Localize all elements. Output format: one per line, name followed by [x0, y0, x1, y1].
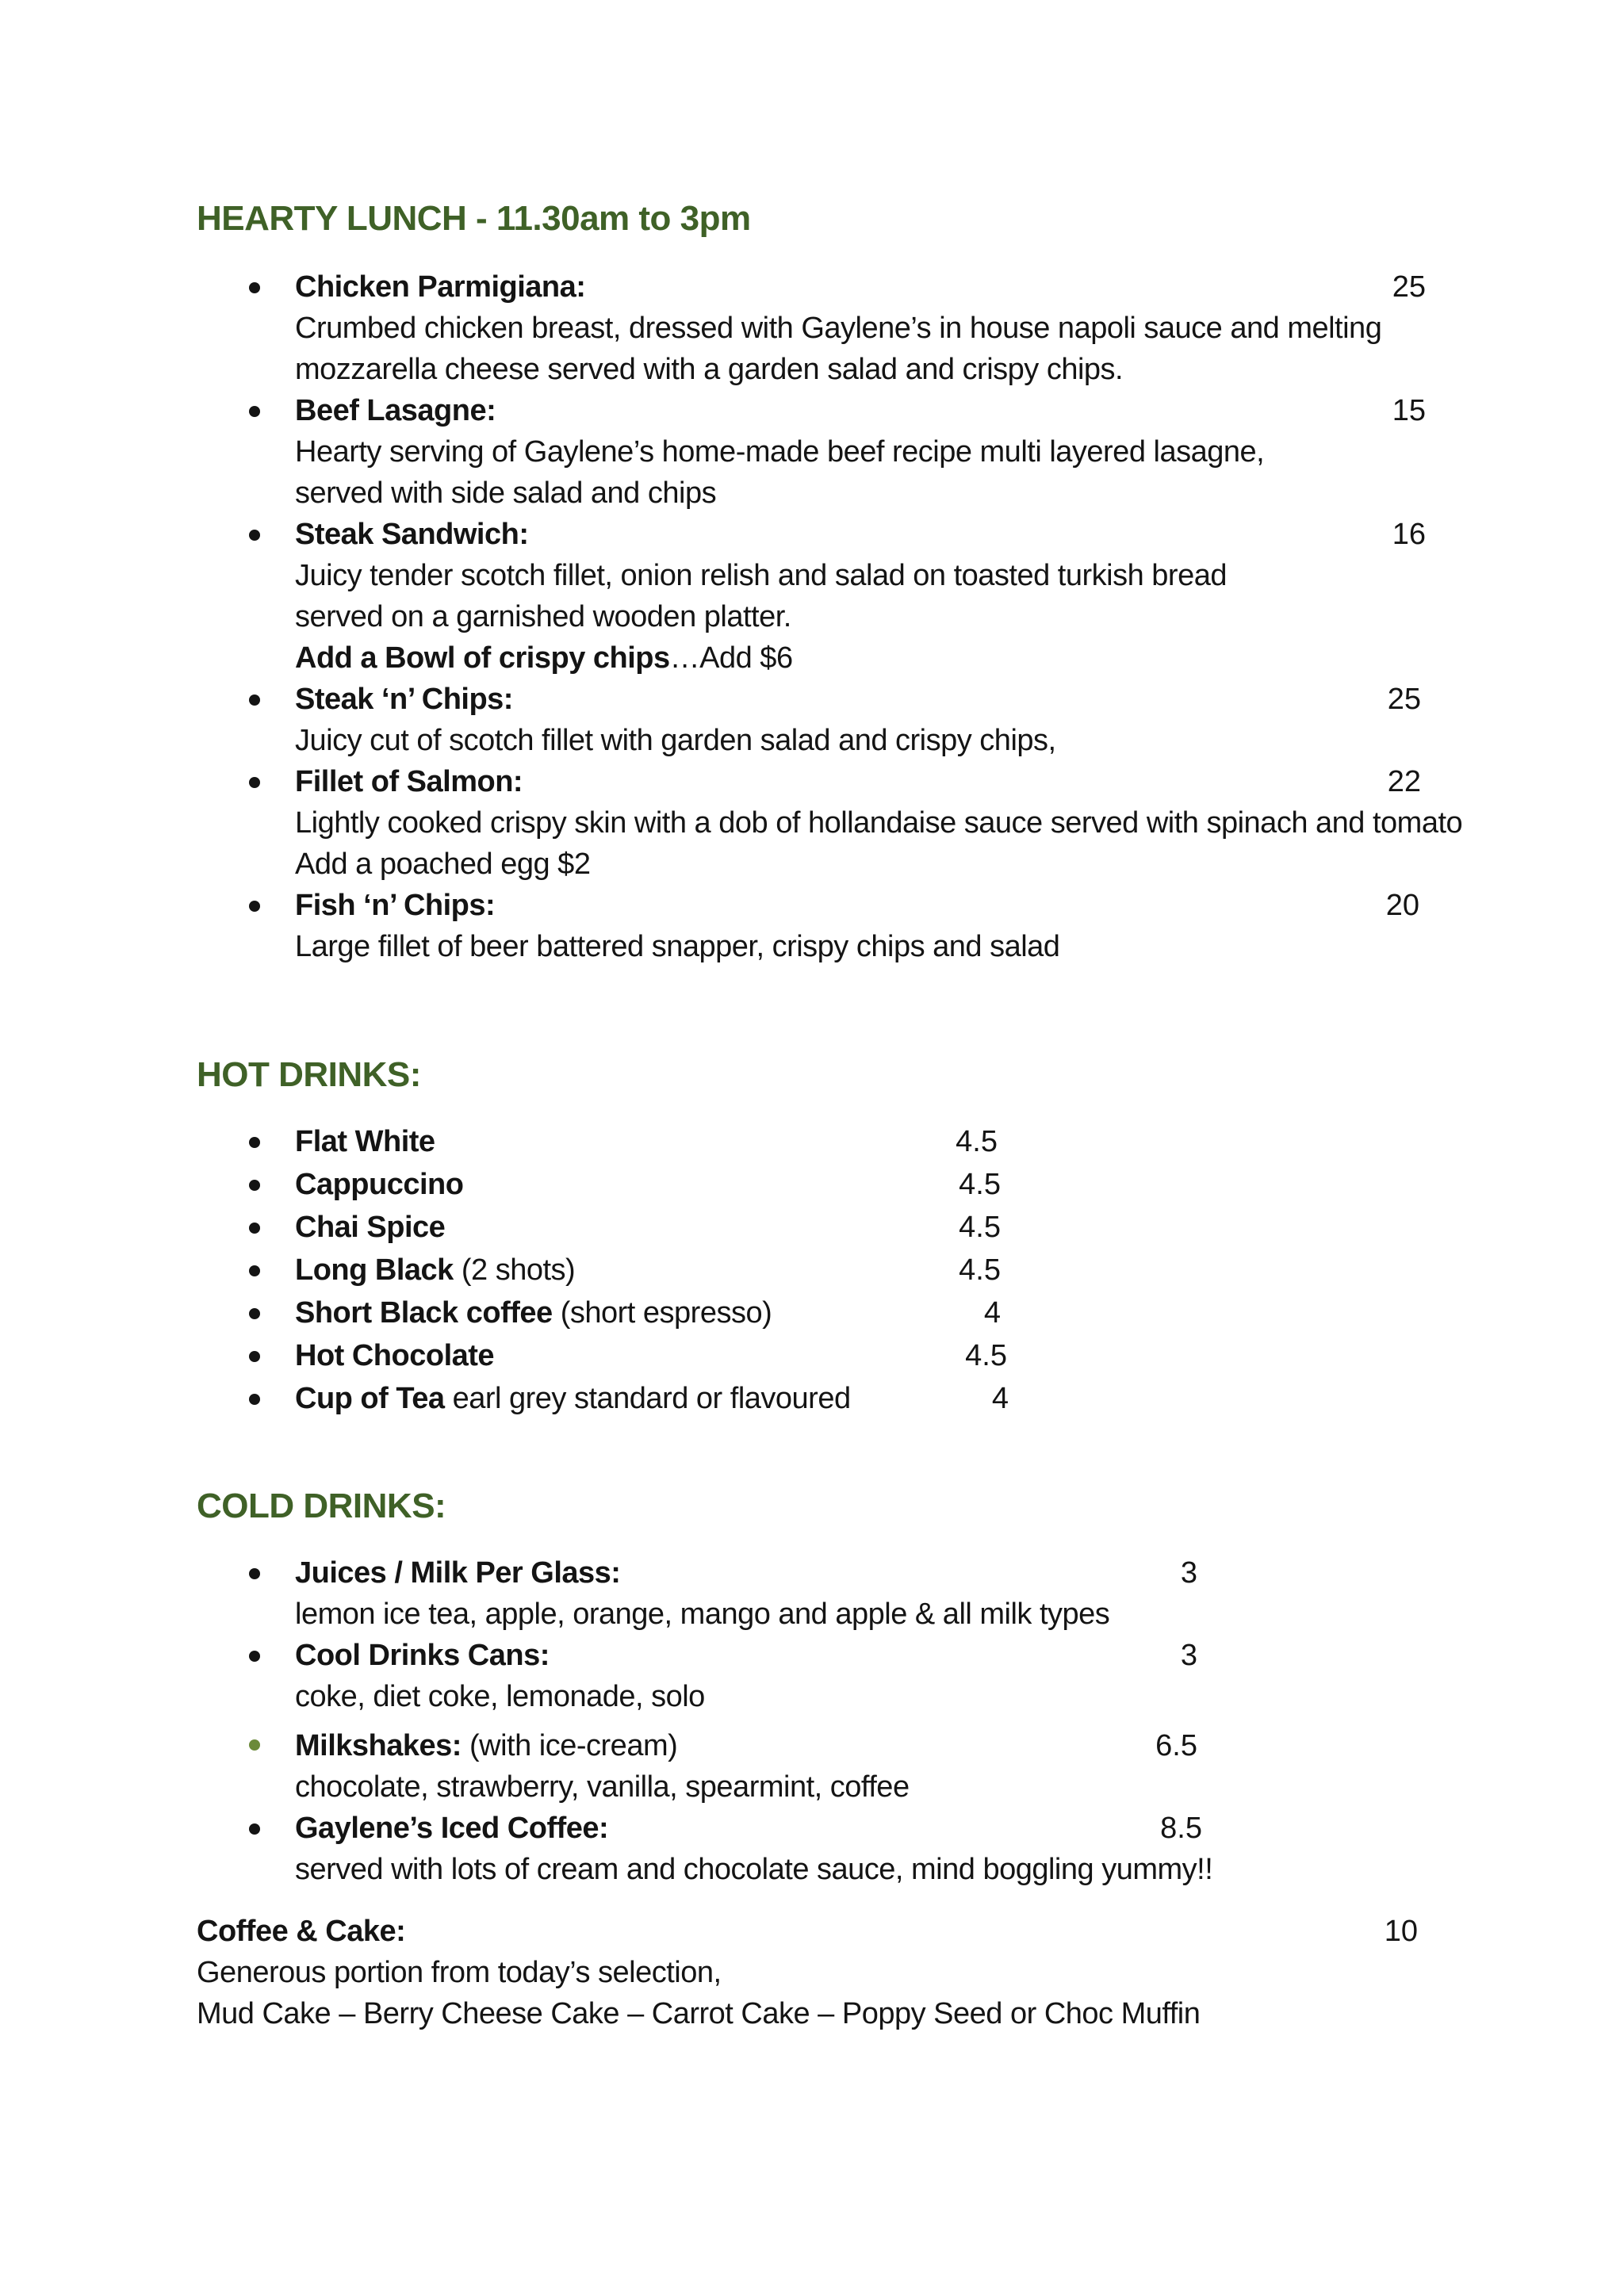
- hot-drink-name: Flat White: [295, 1125, 435, 1158]
- cold-drinks-heading: COLD DRINKS:: [197, 1487, 446, 1525]
- lunch-item-addon: Add a Bowl of crispy chips…Add $6: [295, 641, 793, 675]
- lunch-item-desc: mozzarella cheese served with a garden salad and crispy chips.: [295, 353, 1124, 386]
- hot-drink-name: Chai Spice: [295, 1211, 446, 1244]
- hot-drink-name: Cup of Tea earl grey standard or flavoured: [295, 1382, 851, 1415]
- cake-desc: Generous portion from today’s selection,: [197, 1956, 722, 1989]
- bullet: [249, 777, 260, 788]
- lunch-item-desc: Crumbed chicken breast, dressed with Gaylene’s in house napoli sauce and melting: [295, 312, 1382, 345]
- cake-price: 10: [1384, 1915, 1418, 1948]
- bullet: [249, 1308, 260, 1319]
- lunch-item-name: Chicken Parmigiana:: [295, 270, 586, 304]
- bullet: [249, 1265, 260, 1276]
- cake-name: Coffee & Cake:: [197, 1915, 406, 1948]
- lunch-item-name: Fillet of Salmon:: [295, 765, 523, 798]
- cold-drink-desc: lemon ice tea, apple, orange, mango and apple & all milk types: [295, 1598, 1110, 1631]
- cold-drink-desc: served with lots of cream and chocolate sauce, mind boggling yummy!!: [295, 1853, 1213, 1886]
- bullet: [249, 901, 260, 912]
- bullet: [249, 1351, 260, 1362]
- cold-drink-name: Cool Drinks Cans:: [295, 1639, 550, 1672]
- hot-drink-name: Long Black (2 shots): [295, 1253, 576, 1287]
- lunch-item-desc: Lightly cooked crispy skin with a dob of hollandaise sauce served with spinach and tomato: [295, 806, 1463, 840]
- cold-drink-name: Milkshakes: (with ice-cream): [295, 1729, 678, 1762]
- hot-drink-price: 4.5: [959, 1211, 1001, 1244]
- cold-drink-price: 3: [1180, 1556, 1197, 1590]
- lunch-item-price: 20: [1385, 889, 1419, 922]
- hot-drink-price: 4.5: [959, 1253, 1001, 1287]
- lunch-item-name: Steak ‘n’ Chips:: [295, 683, 513, 716]
- cake-desc: Mud Cake – Berry Cheese Cake – Carrot Cake – Poppy Seed or Choc Muffin: [197, 1997, 1201, 2030]
- hot-drink-price: 4.5: [959, 1168, 1001, 1201]
- lunch-item-price: 16: [1392, 518, 1426, 551]
- bullet: [249, 1823, 260, 1835]
- lunch-item-desc: Hearty serving of Gaylene’s home-made beef recipe multi layered lasagne,: [295, 435, 1265, 469]
- lunch-item-desc: served on a garnished wooden platter.: [295, 600, 791, 633]
- lunch-item-desc: served with side salad and chips: [295, 476, 717, 510]
- bullet: [249, 1394, 260, 1405]
- hot-drinks-heading: HOT DRINKS:: [197, 1055, 421, 1094]
- bullet: [249, 530, 260, 541]
- lunch-item-desc: Juicy cut of scotch fillet with garden salad and crispy chips,: [295, 724, 1056, 757]
- cold-drink-name: Gaylene’s Iced Coffee:: [295, 1812, 609, 1845]
- lunch-item-desc: Large fillet of beer battered snapper, crispy chips and salad: [295, 930, 1060, 963]
- bullet: [249, 695, 260, 706]
- hot-drink-price: 4.5: [965, 1339, 1007, 1372]
- bullet: [249, 282, 260, 293]
- hot-drink-price: 4: [983, 1296, 1001, 1330]
- lunch-heading: HEARTY LUNCH - 11.30am to 3pm: [197, 199, 751, 238]
- hot-drink-name: Hot Chocolate: [295, 1339, 495, 1372]
- lunch-item-price: 25: [1392, 270, 1426, 304]
- lunch-item-name: Steak Sandwich:: [295, 518, 529, 551]
- bullet: [249, 406, 260, 417]
- cold-drink-name: Juices / Milk Per Glass:: [295, 1556, 621, 1590]
- bullet: [249, 1180, 260, 1191]
- bullet: [249, 1739, 260, 1751]
- lunch-item-desc: Juicy tender scotch fillet, onion relish and salad on toasted turkish bread: [295, 559, 1227, 592]
- lunch-item-price: 15: [1392, 394, 1426, 427]
- lunch-item-name: Fish ‘n’ Chips:: [295, 889, 496, 922]
- cold-drink-desc: chocolate, strawberry, vanilla, spearmint, coffee: [295, 1770, 910, 1804]
- bullet: [249, 1223, 260, 1234]
- bullet: [249, 1568, 260, 1579]
- bullet: [249, 1651, 260, 1662]
- cold-drink-price: 8.5: [1160, 1812, 1202, 1845]
- cold-drink-desc: coke, diet coke, lemonade, solo: [295, 1680, 705, 1713]
- hot-drink-name: Cappuccino: [295, 1168, 464, 1201]
- lunch-item-price: 22: [1387, 765, 1421, 798]
- cold-drink-price: 3: [1180, 1639, 1197, 1672]
- hot-drink-price: 4.5: [956, 1125, 998, 1158]
- hot-drink-price: 4: [991, 1382, 1009, 1415]
- bullet: [249, 1137, 260, 1148]
- lunch-item-name: Beef Lasagne:: [295, 394, 496, 427]
- lunch-item-price: 25: [1387, 683, 1421, 716]
- lunch-item-desc: Add a poached egg $2: [295, 848, 591, 881]
- hot-drink-name: Short Black coffee (short espresso): [295, 1296, 772, 1330]
- cold-drink-price: 6.5: [1155, 1729, 1197, 1762]
